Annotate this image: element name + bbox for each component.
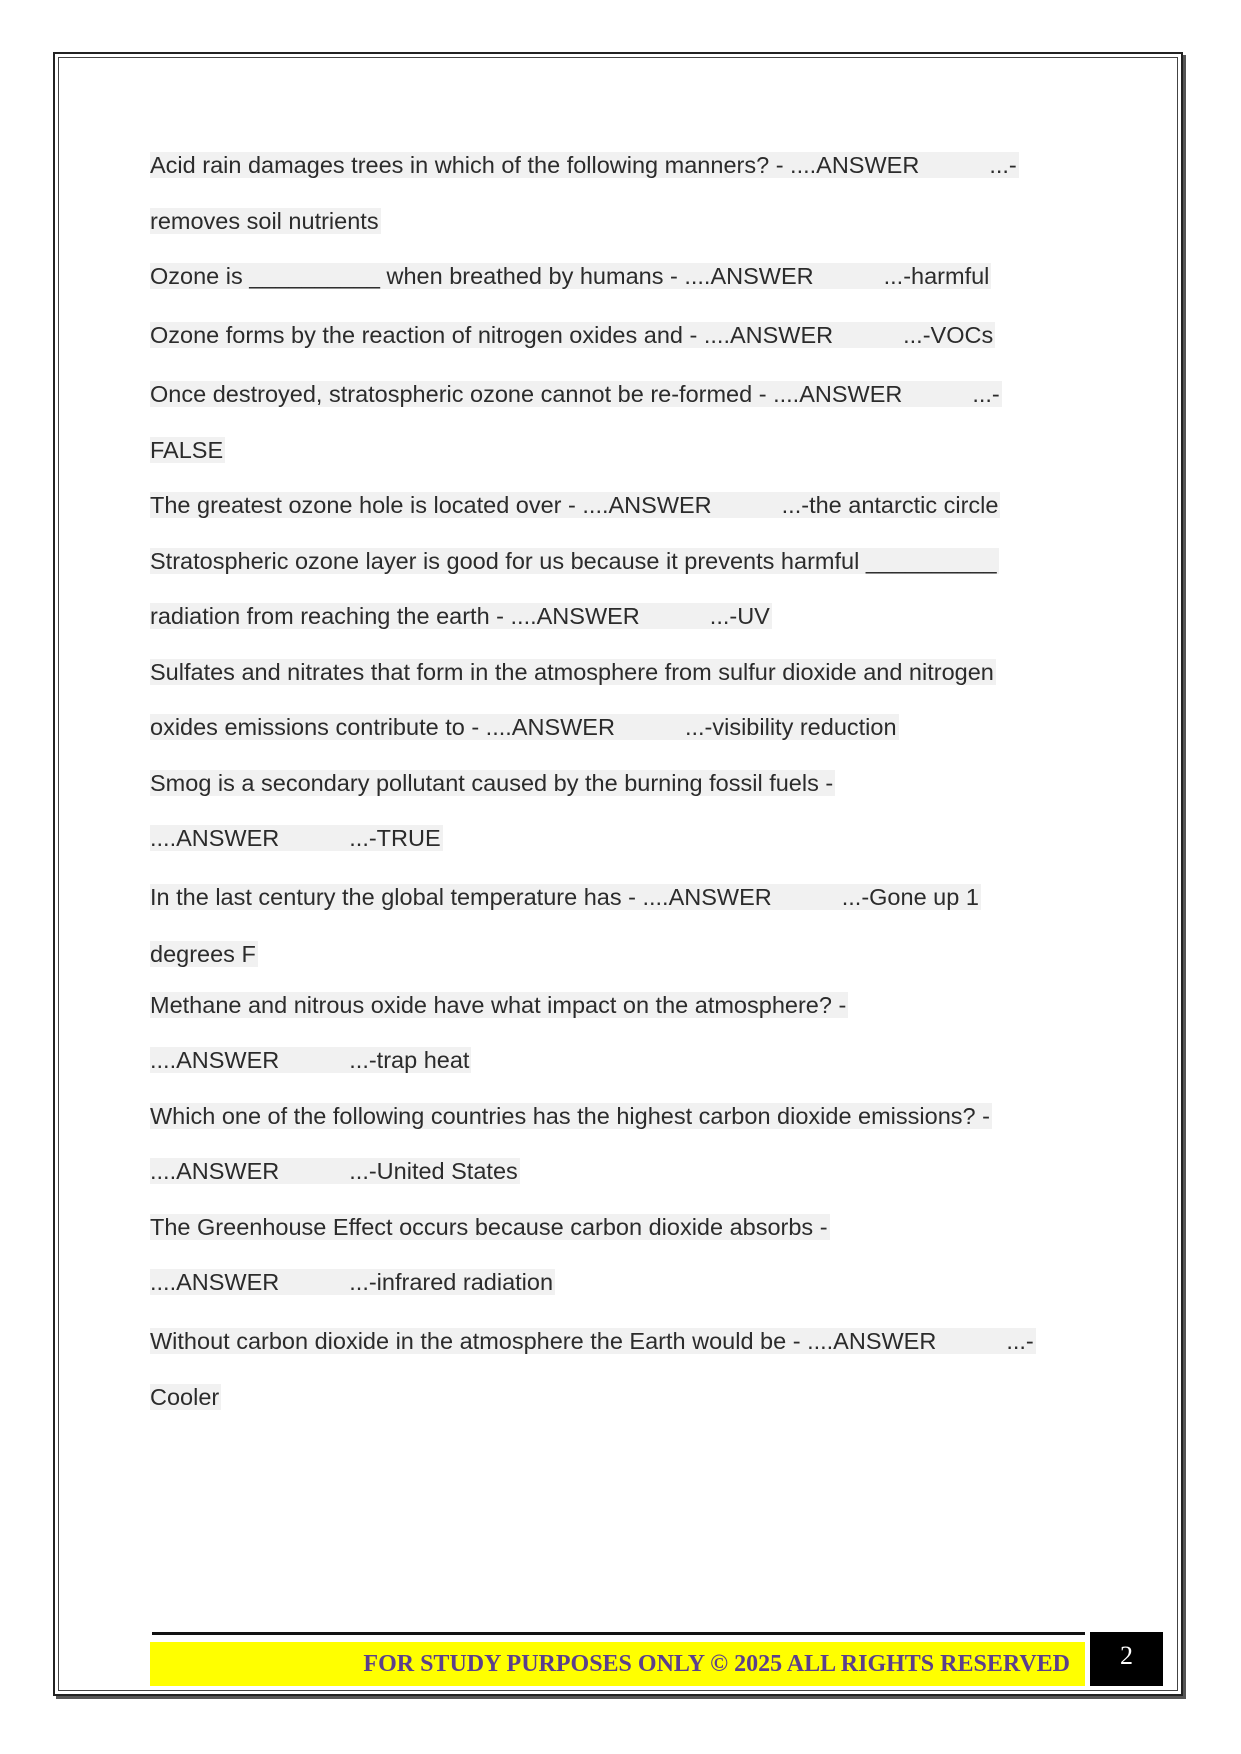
answer-text: Cooler (150, 1384, 220, 1410)
question-text: ....ANSWER (150, 1158, 280, 1184)
text-line (150, 1210, 830, 1244)
footer-rule (152, 1632, 1085, 1635)
answer-text: FALSE (150, 437, 224, 463)
text-line (150, 318, 995, 352)
text-line (150, 766, 835, 800)
text-line (150, 988, 848, 1022)
answer-text: ...-trap heat (349, 1047, 470, 1073)
text-line (150, 544, 999, 578)
text-line (150, 599, 772, 633)
answer-text: removes soil nutrients (150, 208, 379, 234)
answer-text: ...-the antarctic circle (781, 492, 999, 518)
answer-text: ...-UV (709, 603, 770, 629)
question-text: ....ANSWER (150, 1047, 280, 1073)
text-line (150, 1154, 520, 1188)
text-line (150, 433, 225, 467)
answer-text: degrees F (150, 941, 256, 967)
text-line (150, 655, 996, 689)
question-text: oxides emissions contribute to - ....ANSWER (150, 714, 615, 740)
page-border-inner (58, 57, 1178, 1691)
question-text: Acid rain damages trees in which of the following manners? - ....ANSWER (150, 152, 920, 178)
question-text: Smog is a secondary pollutant caused by the burning fossil fuels - (150, 770, 834, 796)
answer-text: ...-harmful (883, 263, 990, 289)
text-line (150, 880, 981, 914)
question-text: The Greenhouse Effect occurs because carbon dioxide absorbs - (150, 1214, 828, 1240)
answer-text: ...-TRUE (349, 825, 441, 851)
question-text: The greatest ozone hole is located over - ....ANSWER (150, 492, 712, 518)
page-number: 2 (1120, 1641, 1133, 1670)
answer-text: ...-Gone up 1 (841, 884, 979, 910)
text-line (150, 1380, 221, 1414)
text-line (150, 204, 381, 238)
answer-text: ...-VOCs (903, 322, 994, 348)
text-line (150, 821, 443, 855)
answer-text: ...- (972, 381, 1000, 407)
answer-text: ...-United States (349, 1158, 518, 1184)
text-line (150, 1099, 992, 1133)
text-line (150, 259, 991, 293)
text-line (150, 937, 258, 971)
text-line (150, 488, 1000, 522)
question-text: Without carbon dioxide in the atmosphere the Earth would be - ....ANSWER (150, 1328, 937, 1354)
answer-text: ...- (989, 152, 1017, 178)
answer-text: ...- (1006, 1328, 1034, 1354)
footer-notice: FOR STUDY PURPOSES ONLY © 2025 ALL RIGHTS RESERVED (363, 1651, 1070, 1677)
question-text: Ozone is __________ when breathed by humans - ....ANSWER (150, 263, 814, 289)
question-text: Which one of the following countries has the highest carbon dioxide emissions? - (150, 1103, 990, 1129)
text-line (150, 377, 1002, 411)
question-text: In the last century the global temperature has - ....ANSWER (150, 884, 772, 910)
question-text: Ozone forms by the reaction of nitrogen oxides and - ....ANSWER (150, 322, 834, 348)
question-text: Once destroyed, stratospheric ozone cannot be re-formed - ....ANSWER (150, 381, 903, 407)
text-line (150, 1043, 471, 1077)
question-text: ....ANSWER (150, 1269, 280, 1295)
question-text: Methane and nitrous oxide have what impact on the atmosphere? - (150, 992, 847, 1018)
text-line (150, 1324, 1036, 1358)
question-text: radiation from reaching the earth - ....ANSWER (150, 603, 640, 629)
text-line (150, 148, 1019, 182)
question-text: ....ANSWER (150, 825, 280, 851)
answer-text: ...-visibility reduction (684, 714, 897, 740)
text-line (150, 1265, 555, 1299)
question-text: Sulfates and nitrates that form in the atmosphere from sulfur dioxide and nitrogen (150, 659, 994, 685)
text-line (150, 710, 899, 744)
question-text: Stratospheric ozone layer is good for us because it prevents harmful __________ (150, 548, 997, 574)
answer-text: ...-infrared radiation (349, 1269, 554, 1295)
